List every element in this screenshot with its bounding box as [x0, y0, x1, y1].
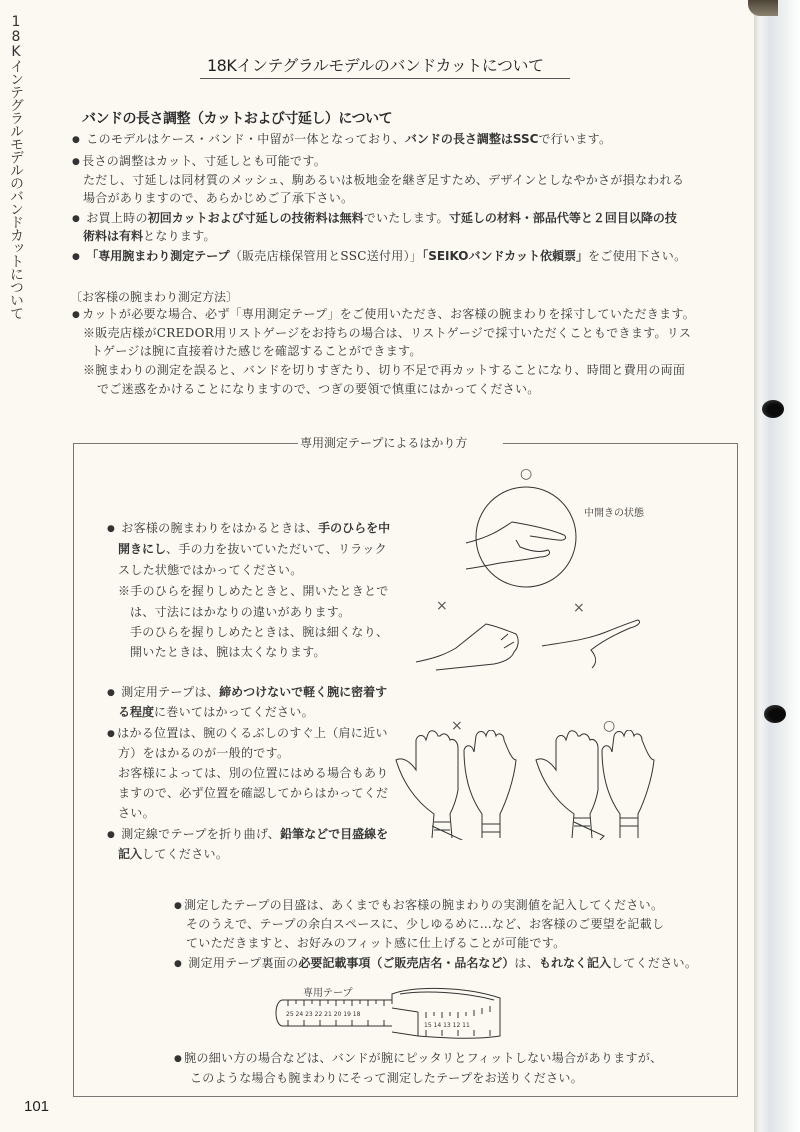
section-heading-measurement-method: 〔お客様の腕まわり測定方法〕	[70, 290, 239, 304]
title-underline	[200, 78, 570, 79]
note-text: ※手のひらを握りしめたときと、開いたときとで	[118, 584, 389, 598]
item-text: 測定線でテープを折り曲げ、	[121, 827, 281, 841]
box-list-continuation: ていただきますと、お好みのフィット感に仕上げることが可能です。	[186, 936, 566, 950]
binder-hole-bottom	[764, 705, 786, 723]
box-list-item	[107, 520, 390, 538]
item-bold-text: 「専用腕まわり測定テープ	[86, 249, 230, 263]
box-list-item: ● 腕の細い方の場合などは、バンドが腕にピッタリとフィットしない場合がありますが、	[174, 1050, 662, 1068]
box-list-continuation: スした状態ではかってください。	[118, 563, 303, 577]
box-list-continuation: お客様によっては、別の位置にはめる場合もあり	[118, 766, 389, 780]
box-list-continuation: さい。	[118, 806, 155, 820]
list-item: ● カットが必要な場合、必ず「専用測定テープ」をご使用いただき、お客様の腕まわりを採寸していただきます。	[72, 306, 695, 324]
list-item-continuation	[83, 228, 216, 244]
box-list-item: ● 測定したテープの目盛は、あくまでもお客様の腕まわりの実測値を記入してください。	[174, 897, 663, 915]
list-item-continuation: ただし、寸延しは同材質のメッシュ、駒あるいは板地金を継ぎ足すため、デザインとしなやかさが損なわれる	[83, 173, 685, 187]
ng-mark-icon: ×	[436, 598, 448, 614]
box-list-item: ● はかる位置は、腕のくるぶしのすぐ上（肩に近い	[107, 725, 388, 743]
note-text: ※販売店様がCREDOR用リストゲージをお持ちの場合は、リストゲージで採寸いただくこともできます。リス	[83, 326, 692, 340]
note-text: トゲージは腕に直接着けた感じを確認することができます。	[91, 344, 422, 358]
measuring-tape-illustration	[274, 986, 504, 1042]
box-list-item	[107, 684, 387, 702]
ng-mark-icon: ×	[573, 600, 585, 616]
box-list-continuation: このような場合も腕まわりにそって測定したテープをお送りください。	[190, 1071, 584, 1085]
item-text: このモデルはケース・バンド・中留が一体となっており、	[86, 132, 405, 146]
item-bold-text: 必要記載事項（ご販売店名・品名など）	[298, 956, 515, 970]
item-text: お客様の腕まわりをはかるときは、	[121, 521, 319, 535]
binder-hole-top	[762, 400, 784, 418]
item-bold-text: る程度	[118, 705, 155, 719]
wrist-tape-position-illustration	[394, 730, 674, 840]
box-list-continuation	[118, 846, 228, 862]
list-item	[72, 248, 686, 266]
list-item: ● 長さの調整はカット、寸延しとも可能です。	[72, 153, 326, 171]
section-heading-band-adjustment: バンドの長さ調整（カットおよび寸延し）について	[82, 111, 393, 127]
box-title: 専用測定テープによるはかり方	[300, 436, 468, 450]
note-text: ※腕まわりの測定を誤ると、バンドを切りすぎたり、切り不足で再カットすることになり、時間と費用の両面	[83, 363, 686, 377]
list-item	[72, 131, 611, 149]
fist-and-flat-hand-illustration	[416, 612, 646, 672]
item-text: で行います。	[538, 132, 612, 146]
item-text: に巻いてはかってください。	[154, 705, 314, 719]
note-text: は、寸法にはかなりの違いがあります。	[130, 605, 351, 619]
item-text: 、手の力を抜いていただいて、リラック	[166, 542, 387, 556]
item-bold-text: 記入	[118, 847, 143, 861]
ok-mark-icon: ○	[603, 718, 616, 734]
page-title: 18Kインテグラルモデルのバンドカットについて	[207, 56, 544, 75]
ng-mark-icon: ×	[451, 718, 463, 734]
box-list-continuation	[118, 541, 387, 557]
box-list-continuation: 方）をはかるのが一般的です。	[118, 746, 290, 760]
note-text: 開いたときは、腕は太くなります。	[130, 645, 326, 659]
item-bold-text: 鉛筆などで目盛線を	[280, 827, 389, 841]
tape-caption: 専用テープ	[303, 988, 353, 999]
box-list-item	[174, 955, 697, 973]
item-bold-text: バンドの長さ調整はSSC	[404, 132, 539, 146]
list-item	[72, 210, 677, 228]
item-text: でいたします。	[363, 211, 449, 225]
note-text: 手のひらを握りしめたときは、腕は細くなり、	[130, 625, 389, 639]
box-list-continuation: ますので、必ず位置を確認してからはかってくだ	[118, 786, 389, 800]
item-bold-text: 術料は有料	[83, 229, 144, 243]
item-text: は、	[514, 956, 540, 970]
page-corner-shadow	[748, 0, 778, 16]
item-text: 測定用テープは、	[121, 685, 220, 699]
box-list-continuation	[118, 704, 314, 720]
item-bold-text: 手のひらを中	[318, 521, 391, 535]
item-bold-text: もれなく記入	[539, 956, 612, 970]
item-bold-text: 開きにし	[118, 542, 167, 556]
box-list-item	[107, 826, 388, 844]
item-text: をご使用下さい。	[588, 249, 687, 263]
item-bold-text: 寸延しの材料・部品代等と２回目以降の技	[448, 211, 677, 225]
ok-mark-icon: ○	[520, 466, 533, 482]
box-top-border	[503, 443, 738, 444]
box-top-border	[73, 443, 298, 444]
note-text: でご迷惑をかけることになりますので、つぎの要領で慎重にはかってください。	[97, 382, 540, 396]
item-text: お買上時の	[86, 211, 148, 225]
open-hand-illustration	[460, 485, 590, 590]
open-hand-caption: 中開きの状態	[584, 508, 644, 519]
item-text: してください。	[142, 847, 229, 861]
item-bold-text: 初回カットおよび寸延しの技術料は無料	[147, 211, 364, 225]
list-item-continuation: 場合がありますので、あらかじめご了承下さい。	[83, 191, 354, 205]
item-text: となります。	[143, 229, 216, 243]
item-text: 測定用テープ裏面の	[188, 956, 299, 970]
item-bold-text: 「SEIKOバンドカット依頼票」	[422, 249, 588, 263]
item-bold-text: 締めつけないで軽く腕に密着す	[219, 685, 388, 699]
box-list-continuation: そのうえで、テープの余白スペースに、少しゆるめに…など、お客様のご要望を記載し	[186, 917, 665, 931]
tape-numbers-right: 15 14 13 12 11	[424, 1022, 470, 1029]
item-text: （販売店様保管用とSSC送付用）」	[229, 249, 423, 263]
page-edge	[754, 0, 800, 1132]
side-tab-title: 18Kインテグラルモデルのバンドカットについて	[8, 14, 24, 319]
item-text: してください。	[611, 956, 698, 970]
page-number: 101	[24, 1098, 50, 1115]
tape-numbers-left: 25 24 23 22 21 20 19 18	[286, 1011, 361, 1018]
